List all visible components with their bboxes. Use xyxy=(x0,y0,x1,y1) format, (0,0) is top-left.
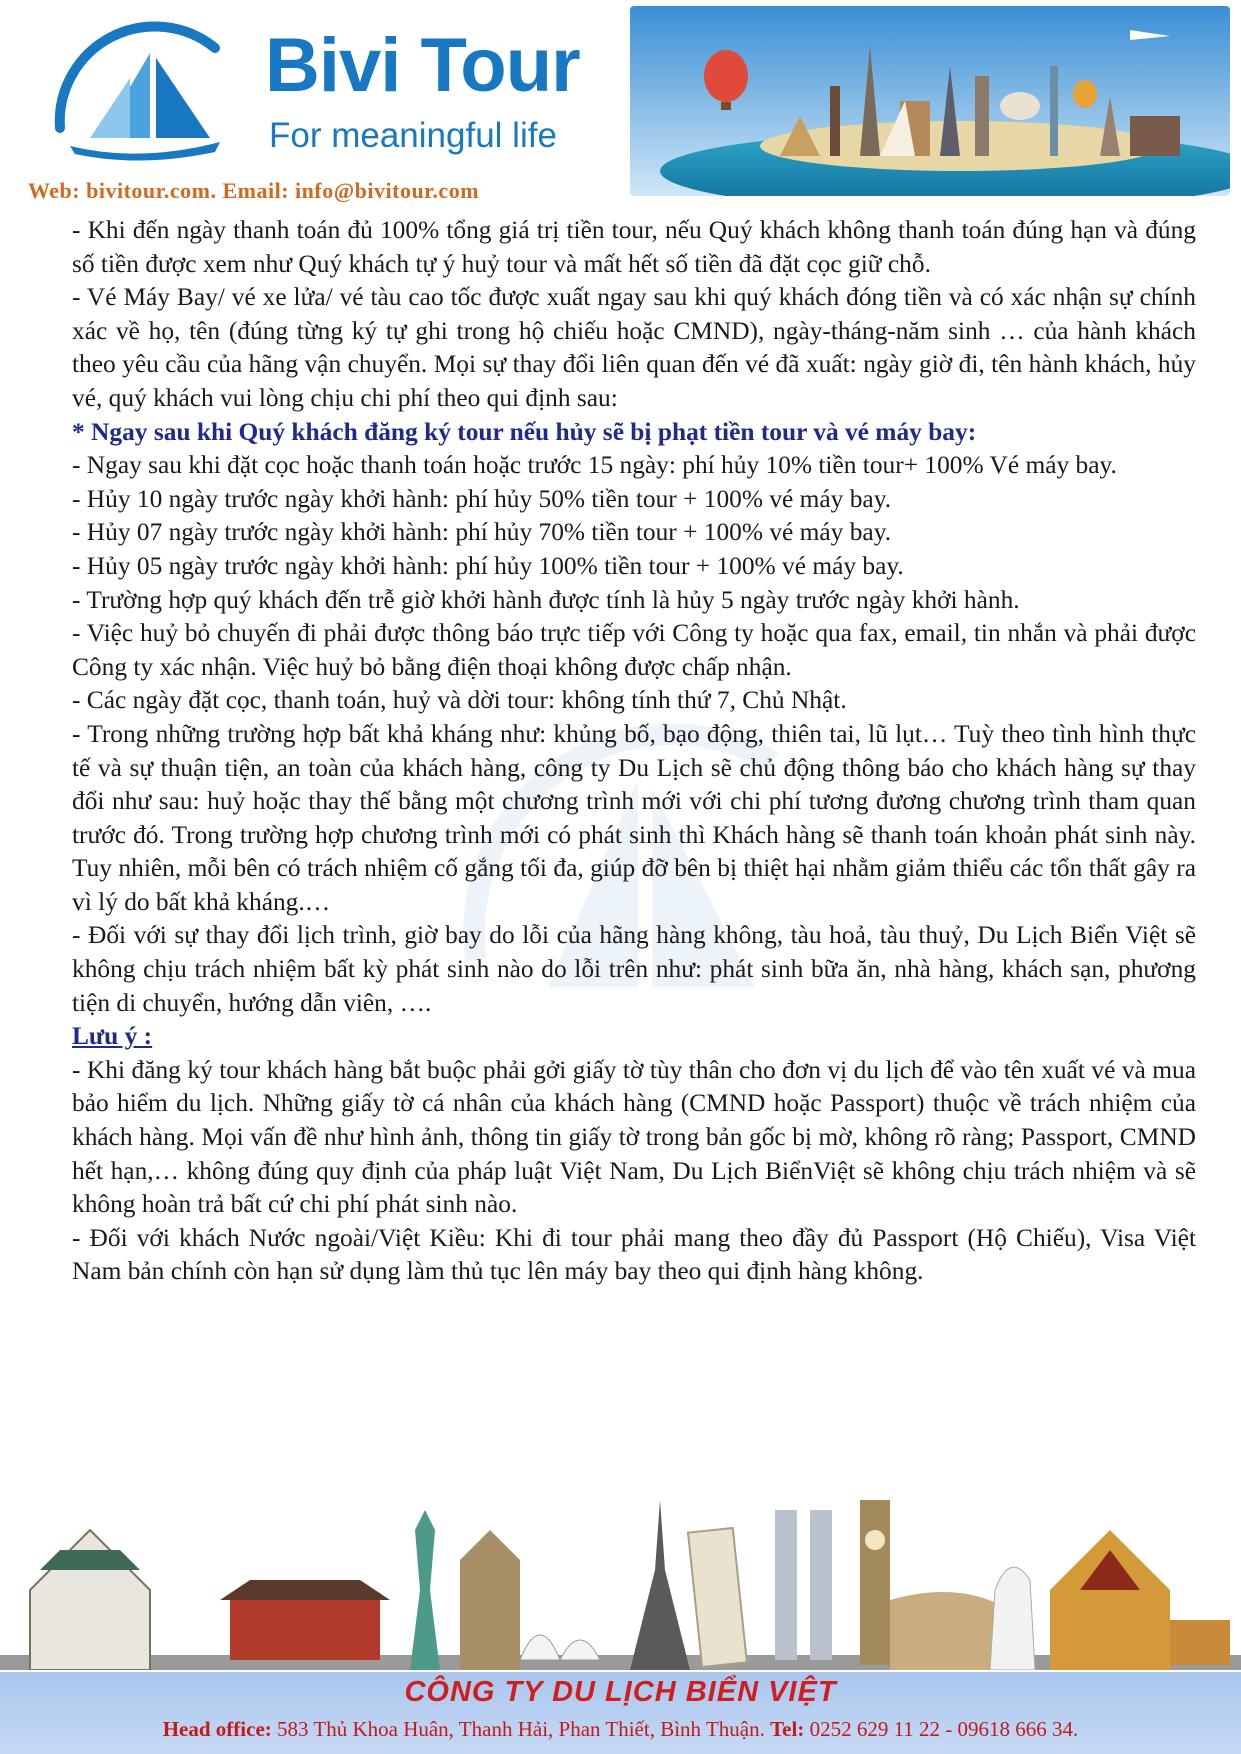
terms-content xyxy=(72,214,1196,1289)
note-title: Lưu ý : xyxy=(72,1022,153,1051)
brand-tagline: For meaningful life xyxy=(269,116,557,155)
cancellation-item: - Trường hợp quý khách đến trễ giờ khởi hành được tính là hủy 5 ngày trước ngày khởi hành. xyxy=(72,585,1020,614)
cancellation-item: - Ngay sau khi đặt cọc hoặc thanh toán hoặc trước 15 ngày: phí hủy 10% tiền tour+ 100% Vé máy bay. xyxy=(72,451,1117,480)
cancellation-item: - Hủy 05 ngày trước ngày khởi hành: phí hủy 100% tiền tour + 100% vé máy bay. xyxy=(72,551,904,580)
company-name: CÔNG TY DU LỊCH BIỂN VIỆT xyxy=(404,1676,837,1708)
page-header xyxy=(0,0,1241,205)
sailboat-logo-icon xyxy=(40,18,240,168)
cancellation-item: - Các ngày đặt cọc, thanh toán, huỷ và dời tour: không tính thứ 7, Chủ Nhật. xyxy=(72,686,847,715)
cancellation-item: - Trong những trường hợp bất khả kháng như: khủng bố, bạo động, thiên tai, lũ lụt… Tuỳ theo tình hình thực tế và sự thuận tiện, an toàn của khách hàng, công ty Du Lịch sẽ chủ động thông báo cho khách hàng sự thay đổi như sau: huỷ hoặc thay thế bằng một chương trình mới với chi phí tương đương chương trình tham quan trước đó. Trong trường hợp chương trình mới có phát sinh thì Khách hàng sẽ thanh toán khoản phát sinh này. Tuy nhiên, mỗi bên có trách nhiệm cố gắng tối đa, giúp đỡ bên bị thiệt hại nhằm giảm thiểu các tổn thất gây ra vì lý do bất khả kháng.… xyxy=(72,719,1196,916)
tel-numbers: 0252 629 11 22 - 09618 666 34. xyxy=(809,1717,1079,1741)
cancellation-item: - Việc huỷ bỏ chuyến đi phải được thông báo trực tiếp với Công ty hoặc qua fax, email, tin nhắn và phải được Công ty xác nhận. Việc huỷ bỏ bằng điện thoại không được chấp nhận. xyxy=(72,619,1196,681)
head-office-line xyxy=(0,1712,1241,1746)
brand-name: Bivi Tour xyxy=(265,23,580,108)
cancellation-item: - Đối với sự thay đổi lịch trình, giờ bay do lỗi của hãng hàng không, tàu hoả, tàu thuỷ, Du Lịch Biển Việt sẽ không chịu trách nhiệm bất kỳ phát sinh nào do lỗi trên như: phát sinh bữa ăn, nhà hàng, khách sạn, phương tiện di chuyển, hướng dẫn viên, …. xyxy=(72,921,1196,1017)
ticket-issuance-paragraph: - Vé Máy Bay/ vé xe lửa/ vé tàu cao tốc được xuất ngay sau khi quý khách đóng tiền và có xác nhận sự chính xác về họ, tên (đúng từng ký tự ghi trong hộ chiếu hoặc CMND), ngày-tháng-năm sinh … của hành khách theo yêu cầu của hãng vận chuyển. Mọi sự thay đổi liên quan đến vé đã xuất: ngày giờ đi, tên hành khách, hủy vé, quý khách vui lòng chịu chi phí theo qui định sau: xyxy=(72,283,1196,412)
note-item: - Đối với khách Nước ngoài/Việt Kiều: Khi đi tour phải mang theo đầy đủ Passport (Hộ Chiếu), Visa Việt Nam bản chính còn hạn sử dụng làm thủ tục lên máy bay theo qui định hàng không. xyxy=(72,1223,1196,1286)
note-item: - Khi đăng ký tour khách hàng bắt buộc phải gởi giấy tờ tùy thân cho đơn vị du lịch để vào tên xuất vé và mua bảo hiểm du lịch. Những giấy tờ cá nhân của khách hàng (CMND hoặc Passport) thuộc về trách nhiệm của khách hàng. Mọi vấn đề như hình ảnh, thông tin giấy tờ trong bản gốc bị mờ, không rõ ràng; Passport, CMND hết hạn,… không đúng quy định của pháp luật Việt Nam, Du Lịch BiểnViệt sẽ không chịu trách nhiệm và sẽ không hoàn trả bất cứ chi phí phát sinh nào. xyxy=(72,1055,1196,1219)
world-landmarks-skyline-image xyxy=(0,1470,1241,1670)
tel-label: Tel: xyxy=(770,1717,805,1741)
cancellation-item: - Hủy 10 ngày trước ngày khởi hành: phí hủy 50% tiền tour + 100% vé máy bay. xyxy=(72,484,892,513)
brand-logo xyxy=(40,10,640,175)
travel-banner-image xyxy=(630,6,1230,196)
head-office-address: 583 Thủ Khoa Huân, Thanh Hải, Phan Thiết, Bình Thuận. xyxy=(277,1717,765,1741)
cancellation-heading: * Ngay sau khi Quý khách đăng ký tour nếu hủy sẽ bị phạt tiền tour và vé máy bay: xyxy=(72,417,977,446)
payment-deadline-paragraph: - Khi đến ngày thanh toán đủ 100% tổng giá trị tiền tour, nếu Quý khách không thanh toán đúng hạn và đúng số tiền được xem như Quý khách tự ý huỷ tour và mất hết số tiền đã đặt cọc giữ chỗ. xyxy=(72,216,1196,278)
cancellation-item: - Hủy 07 ngày trước ngày khởi hành: phí hủy 70% tiền tour + 100% vé máy bay. xyxy=(72,518,892,547)
head-office-label: Head office: xyxy=(162,1717,272,1741)
web-email-contact: Web: bivitour.com. Email: info@bivitour.com xyxy=(28,178,480,203)
